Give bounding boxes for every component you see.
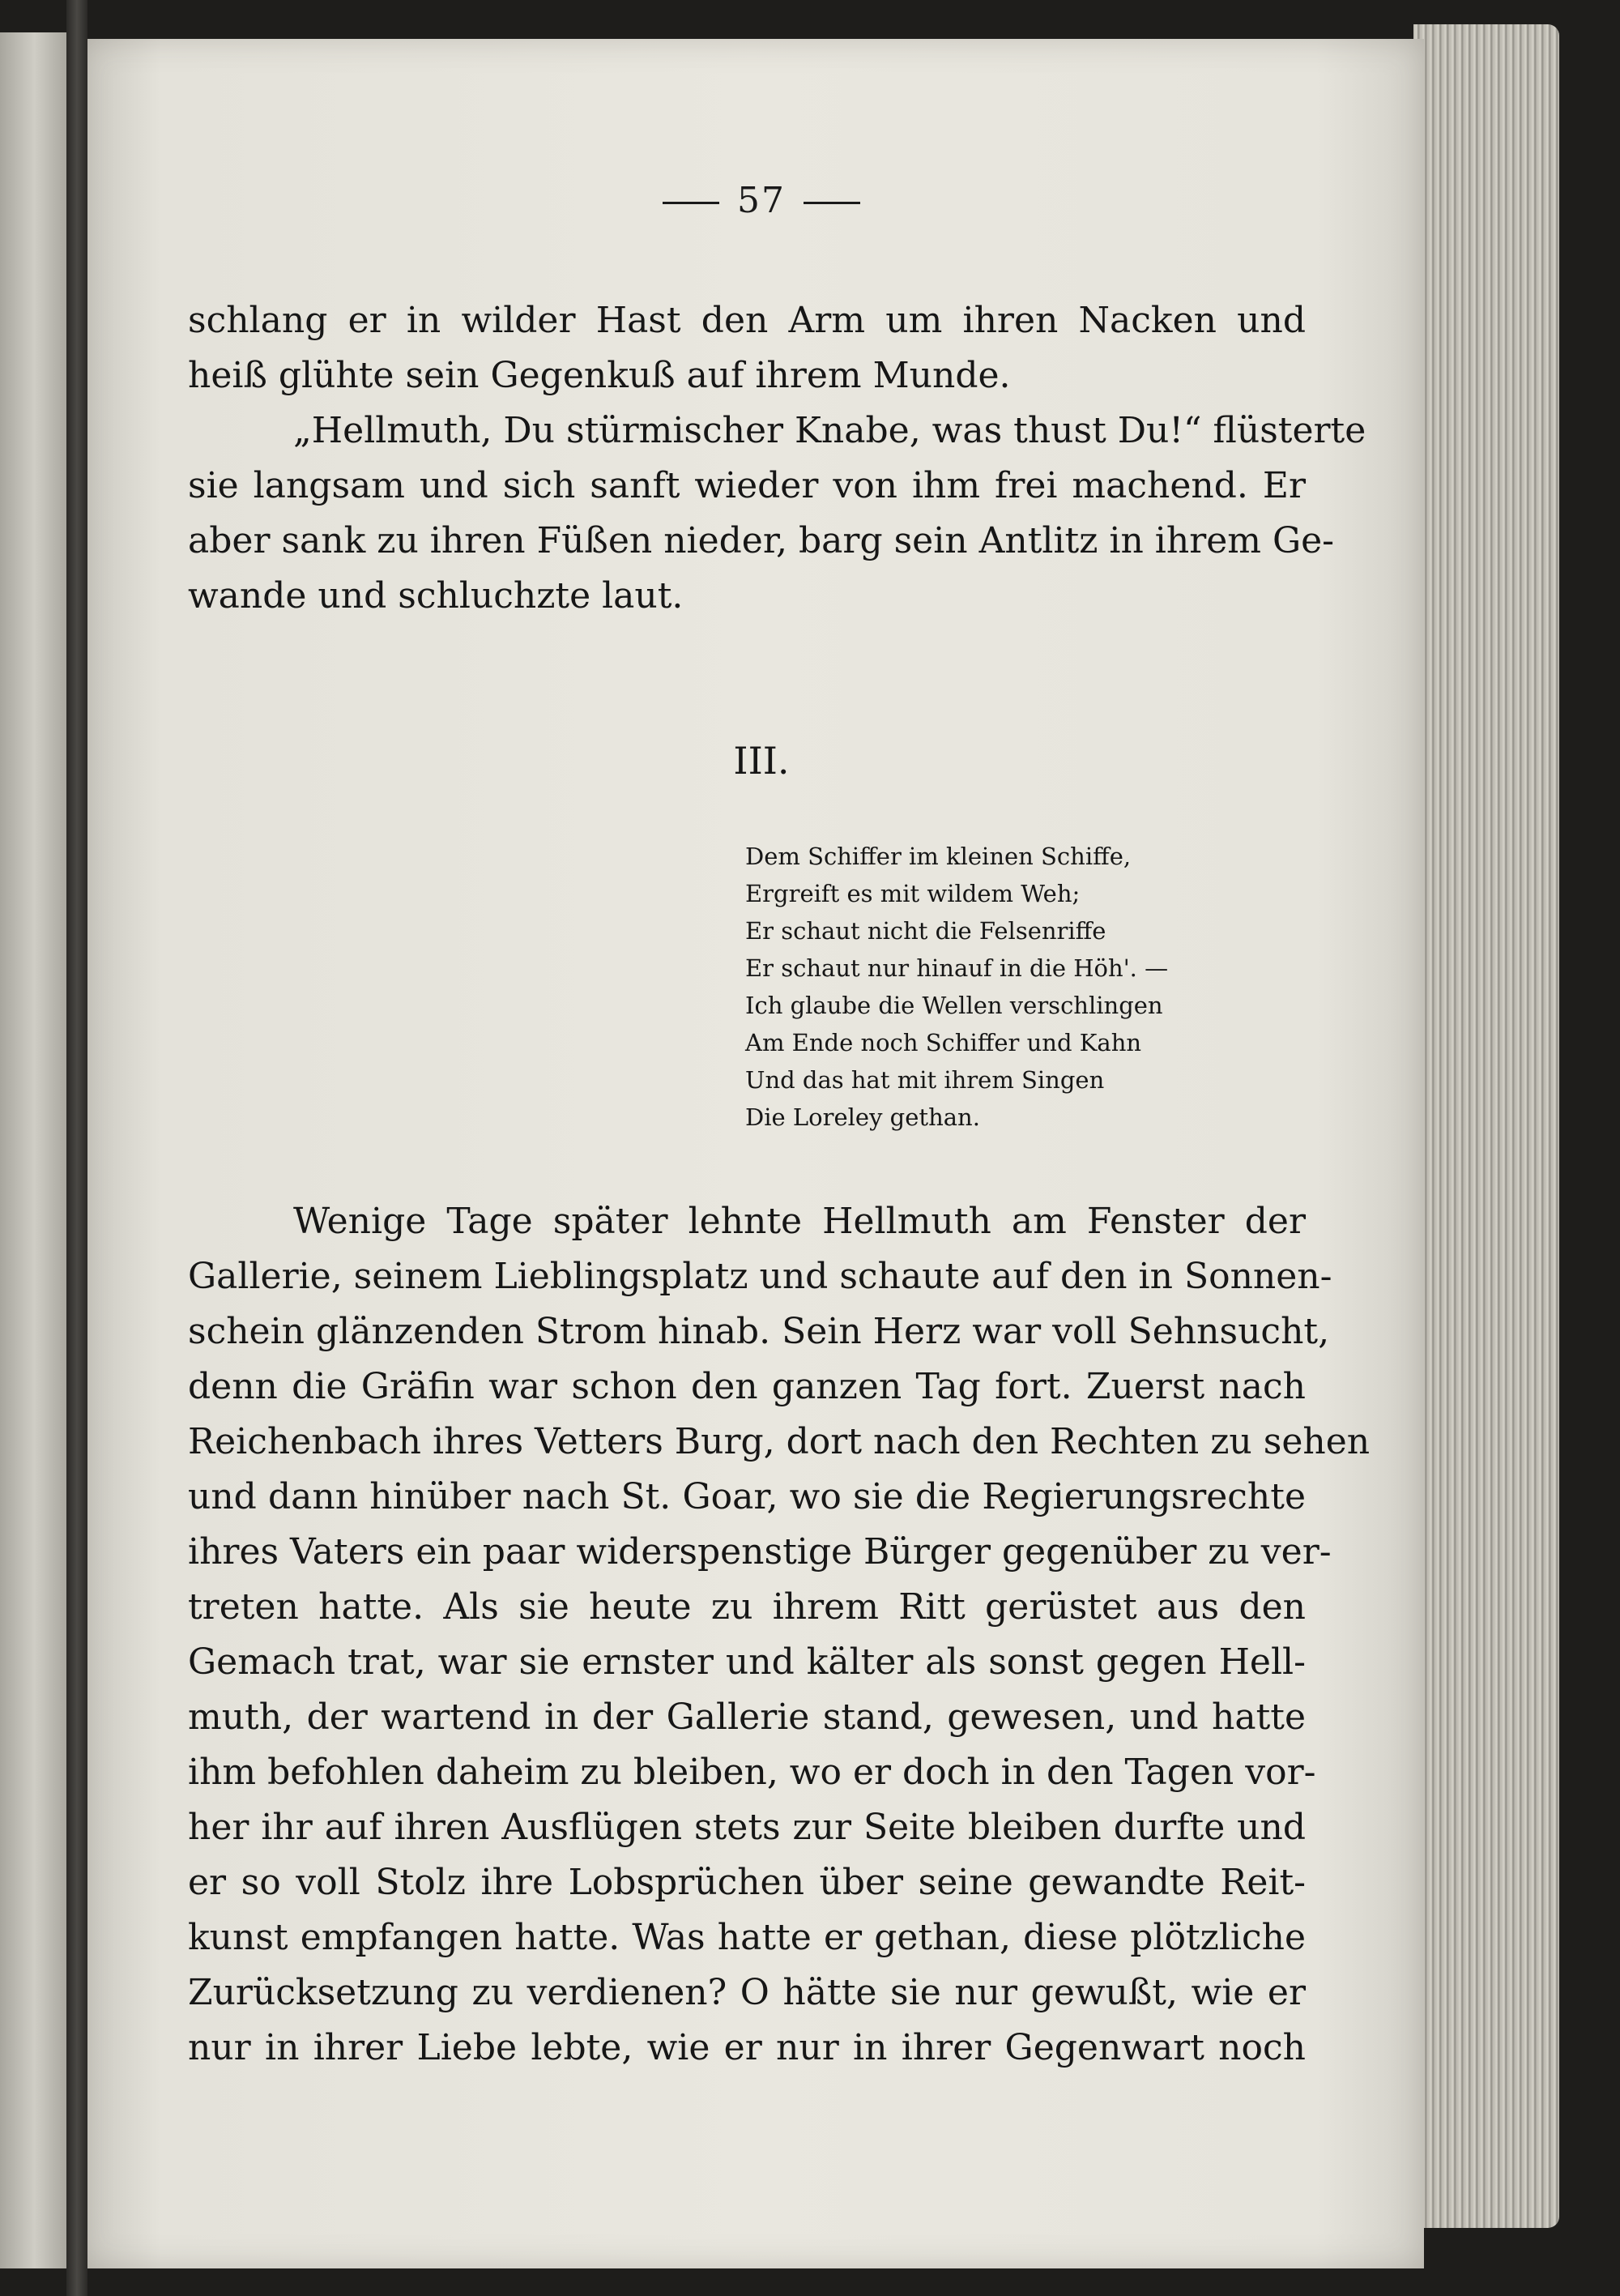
text-line: wande und schluchzte laut. [188, 575, 684, 617]
header-dash-right [804, 202, 860, 204]
poem-line: Und das hat mit ihrem Singen [745, 1066, 1105, 1094]
text-line: muth, der wartend in der Gallerie stand, gewesen, und hatte [188, 1696, 1306, 1738]
text-line: her ihr auf ihren Ausflügen stets zur Seite bleiben durfte und [188, 1807, 1306, 1848]
paragraph-main [188, 1194, 1371, 2076]
page-stack-edge [1413, 24, 1559, 2228]
text-line: schein glänzenden Strom hinab. Sein Herz war voll Sehnsucht, [188, 1311, 1330, 1352]
text-line: Zurücksetzung zu verdienen? O hätte sie nur gewußt, wie er [188, 1972, 1306, 2013]
text-line: kunst empfangen hatte. Was hatte er gethan, diese plötzliche [188, 1917, 1306, 1958]
text-line: Gemach trat, war sie ernster und kälter als sonst gegen Hell- [188, 1641, 1306, 1683]
text-line: „Hellmuth, Du stürmischer Knabe, was thust Du!“ flüsterte [293, 410, 1366, 451]
text-line: sie langsam und sich sanft wieder von ihm frei machend. Er [188, 465, 1306, 506]
poem-line: Am Ende noch Schiffer und Kahn [745, 1029, 1142, 1056]
text-line: ihm befohlen daheim zu bleiben, wo er doch in den Tagen vor- [188, 1752, 1316, 1793]
section-heading: III. [733, 739, 790, 783]
poem-line: Er schaut nur hinauf in die Höh'. — [745, 954, 1169, 982]
poem-line: Die Loreley gethan. [745, 1103, 980, 1131]
text-line: heiß glühte sein Gegenkuß auf ihrem Munde. [188, 355, 1011, 396]
text-line: er so voll Stolz ihre Lobsprüchen über seine gewandte Reit- [188, 1862, 1306, 1903]
poem-line: Ergreift es mit wildem Weh; [745, 880, 1081, 907]
text-line: Gallerie, seinem Lieblingsplatz und schaute auf den in Sonnen- [188, 1256, 1332, 1297]
text-line: und dann hinüber nach St. Goar, wo sie die Regierungsrechte [188, 1476, 1306, 1517]
page-header [640, 180, 883, 221]
text-line: ihres Vaters ein paar widerspenstige Bürger gegenüber zu ver- [188, 1531, 1332, 1573]
paragraph-continued [188, 293, 1366, 624]
header-dash-left [663, 202, 719, 204]
text-line: nur in ihrer Liebe lebte, wie er nur in ihrer Gegenwart noch [188, 2027, 1306, 2068]
book-gutter [66, 0, 87, 2296]
text-line: schlang er in wilder Hast den Arm um ihren Nacken und [188, 300, 1306, 341]
text-line: Wenige Tage später lehnte Hellmuth am Fenster der [293, 1201, 1306, 1242]
page-number: 57 [737, 180, 786, 221]
text-line: treten hatte. Als sie heute zu ihrem Ritt gerüstet aus den [188, 1586, 1306, 1628]
poem-block [745, 838, 1168, 1136]
text-line: denn die Gräfin war schon den ganzen Tag fort. Zuerst nach [188, 1366, 1306, 1407]
facing-page-edge [0, 32, 77, 2268]
poem-line: Er schaut nicht die Felsenriffe [745, 917, 1106, 945]
text-line: aber sank zu ihren Füßen nieder, barg sein Antlitz in ihrem Ge- [188, 520, 1335, 561]
poem-line: Ich glaube die Wellen verschlingen [745, 992, 1163, 1019]
poem-line: Dem Schiffer im kleinen Schiffe, [745, 843, 1132, 870]
text-line: Reichenbach ihres Vetters Burg, dort nach den Rechten zu sehen [188, 1421, 1371, 1462]
